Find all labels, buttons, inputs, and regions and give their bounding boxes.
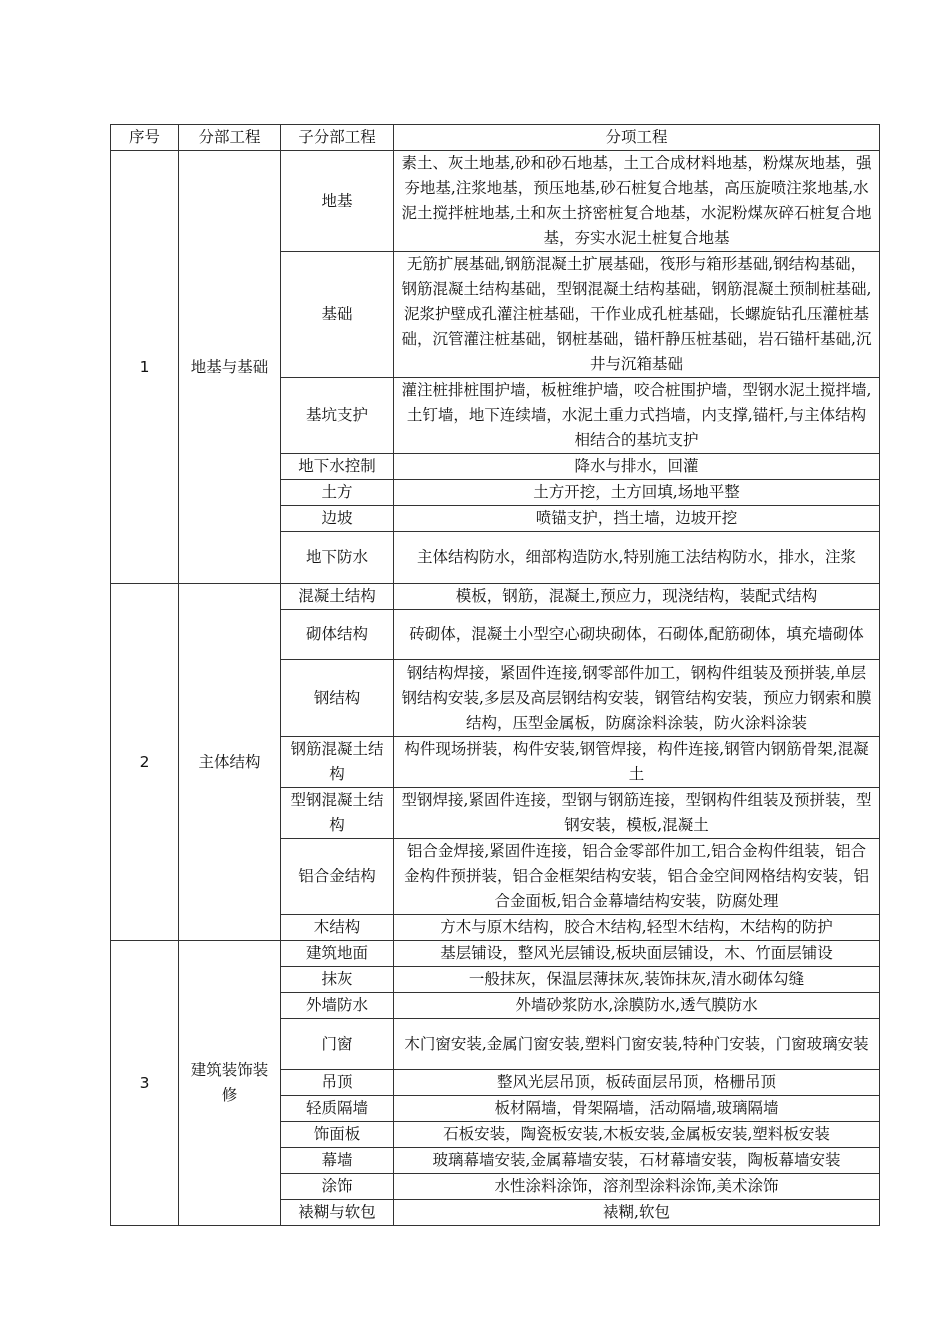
division-table bbox=[110, 124, 880, 1226]
division-name: 地基与基础 bbox=[179, 151, 281, 584]
subdivision-name: 裱糊与软包 bbox=[281, 1200, 394, 1226]
subdivision-name: 抹灰 bbox=[281, 967, 394, 993]
item-list: 整风光层吊顶，板砖面层吊顶，格栅吊顶 bbox=[394, 1070, 880, 1096]
item-list: 外墙砂浆防水,涂膜防水,透气膜防水 bbox=[394, 993, 880, 1019]
item-list: 一般抹灰，保温层薄抹灰,装饰抹灰,清水砌体勾缝 bbox=[394, 967, 880, 993]
subdivision-name: 门窗 bbox=[281, 1019, 394, 1070]
header-cell-no: 序号 bbox=[111, 125, 179, 151]
item-list: 喷锚支护，挡土墙，边坡开挖 bbox=[394, 506, 880, 532]
header-cell-subdivision: 子分部工程 bbox=[281, 125, 394, 151]
table-row bbox=[111, 584, 880, 610]
table-row bbox=[111, 151, 880, 252]
subdivision-name: 涂饰 bbox=[281, 1174, 394, 1200]
subdivision-name: 边坡 bbox=[281, 506, 394, 532]
group-number: 2 bbox=[111, 584, 179, 941]
header-cell-division: 分部工程 bbox=[179, 125, 281, 151]
item-list: 主体结构防水，细部构造防水,特别施工法结构防水，排水，注浆 bbox=[394, 532, 880, 584]
subdivision-name: 基础 bbox=[281, 252, 394, 378]
group-number: 3 bbox=[111, 941, 179, 1226]
item-list: 无筋扩展基础,钢筋混凝土扩展基础，筏形与箱形基础,钢结构基础，钢筋混凝土结构基础，型钢混凝土结构基础，钢筋混凝土预制桩基础,泥浆护壁成孔灌注桩基础，干作业成孔桩基础，长螺旋钻孔压灌桩基础，沉管灌注桩基础，钢桩基础，锚杆静压桩基础，岩石锚杆基础,沉井与沉箱基础 bbox=[394, 252, 880, 378]
header-cell-items: 分项工程 bbox=[394, 125, 880, 151]
subdivision-name: 幕墙 bbox=[281, 1148, 394, 1174]
subdivision-name: 铝合金结构 bbox=[281, 839, 394, 915]
subdivision-name: 钢筋混凝土结构 bbox=[281, 737, 394, 788]
subdivision-name: 型钢混凝土结构 bbox=[281, 788, 394, 839]
subdivision-name: 外墙防水 bbox=[281, 993, 394, 1019]
subdivision-name: 钢结构 bbox=[281, 660, 394, 737]
table-row bbox=[111, 941, 880, 967]
item-list: 水性涂料涂饰，溶剂型涂料涂饰,美术涂饰 bbox=[394, 1174, 880, 1200]
subdivision-name: 地基 bbox=[281, 151, 394, 252]
subdivision-name: 地下水控制 bbox=[281, 454, 394, 480]
item-list: 钢结构焊接，紧固件连接,钢零部件加工，钢构件组装及预拼装,单层钢结构安装,多层及高层钢结构安装，钢管结构安装，预应力钢索和膜结构，压型金属板，防腐涂料涂装，防火涂料涂装 bbox=[394, 660, 880, 737]
item-list: 木门窗安装,金属门窗安装,塑料门窗安装,特种门安装，门窗玻璃安装 bbox=[394, 1019, 880, 1070]
subdivision-name: 饰面板 bbox=[281, 1122, 394, 1148]
item-list: 降水与排水，回灌 bbox=[394, 454, 880, 480]
item-list: 石板安装，陶瓷板安装,木板安装,金属板安装,塑料板安装 bbox=[394, 1122, 880, 1148]
subdivision-name: 基坑支护 bbox=[281, 378, 394, 454]
division-name: 建筑装饰装修 bbox=[179, 941, 281, 1226]
division-name: 主体结构 bbox=[179, 584, 281, 941]
item-list: 型钢焊接,紧固件连接，型钢与钢筋连接，型钢构件组装及预拼装，型钢安装，模板,混凝土 bbox=[394, 788, 880, 839]
item-list: 土方开挖，土方回填,场地平整 bbox=[394, 480, 880, 506]
item-list: 板材隔墙，骨架隔墙，活动隔墙,玻璃隔墙 bbox=[394, 1096, 880, 1122]
item-list: 素土、灰土地基,砂和砂石地基，土工合成材料地基，粉煤灰地基，强夯地基,注浆地基，预压地基,砂石桩复合地基，高压旋喷注浆地基,水泥土搅拌桩地基,土和灰土挤密桩复合地基，水泥粉煤灰碎石桩复合地基，夯实水泥土桩复合地基 bbox=[394, 151, 880, 252]
item-list: 构件现场拼装，构件安装,钢管焊接，构件连接,钢管内钢筋骨架,混凝土 bbox=[394, 737, 880, 788]
item-list: 基层铺设，整风光层铺设,板块面层铺设，木、竹面层铺设 bbox=[394, 941, 880, 967]
subdivision-name: 建筑地面 bbox=[281, 941, 394, 967]
subdivision-name: 混凝土结构 bbox=[281, 584, 394, 610]
subdivision-name: 轻质隔墙 bbox=[281, 1096, 394, 1122]
item-list: 铝合金焊接,紧固件连接，铝合金零部件加工,铝合金构件组装，铝合金构件预拼装，铝合金框架结构安装，铝合金空间网格结构安装，铝合金面板,铝合金幕墙结构安装，防腐处理 bbox=[394, 839, 880, 915]
item-list: 灌注桩排桩围护墙，板桩维护墙，咬合桩围护墙，型钢水泥土搅拌墙,土钉墙，地下连续墙，水泥土重力式挡墙，内支撑,锚杆,与主体结构相结合的基坑支护 bbox=[394, 378, 880, 454]
item-list: 方木与原木结构，胶合木结构,轻型木结构，木结构的防护 bbox=[394, 915, 880, 941]
subdivision-name: 木结构 bbox=[281, 915, 394, 941]
item-list: 砖砌体，混凝土小型空心砌块砌体，石砌体,配筋砌体，填充墙砌体 bbox=[394, 610, 880, 660]
item-list: 玻璃幕墙安装,金属幕墙安装，石材幕墙安装，陶板幕墙安装 bbox=[394, 1148, 880, 1174]
item-list: 裱糊,软包 bbox=[394, 1200, 880, 1226]
subdivision-name: 土方 bbox=[281, 480, 394, 506]
header-row bbox=[111, 125, 880, 151]
subdivision-name: 砌体结构 bbox=[281, 610, 394, 660]
group-number: 1 bbox=[111, 151, 179, 584]
subdivision-name: 吊顶 bbox=[281, 1070, 394, 1096]
item-list: 模板，钢筋，混凝土,预应力，现浇结构，装配式结构 bbox=[394, 584, 880, 610]
subdivision-name: 地下防水 bbox=[281, 532, 394, 584]
